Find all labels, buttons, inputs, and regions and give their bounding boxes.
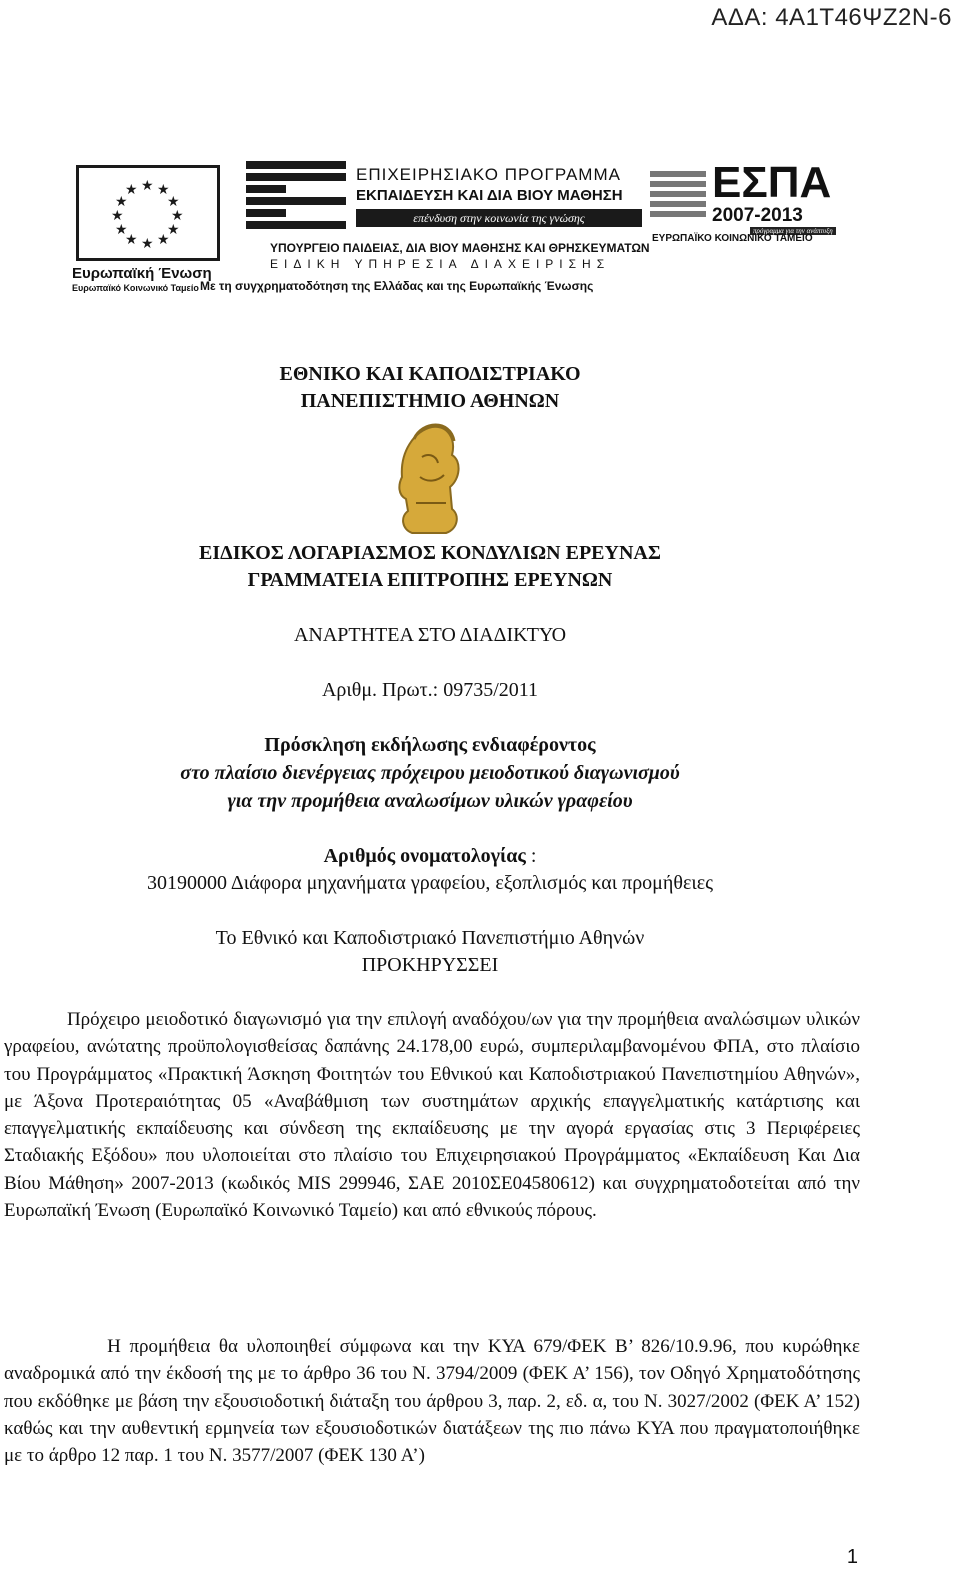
svg-text:★: ★ (141, 236, 154, 252)
management-service: ΕΙΔΙΚΗ ΥΠΗΡΕΣΙΑ ΔΙΑΧΕΙΡΙΣΗΣ (270, 257, 611, 271)
svg-text:★: ★ (157, 232, 170, 248)
announcer-line: Το Εθνικό και Καποδιστριακό Πανεπιστήμιο Αθηνών (215, 927, 645, 949)
nomenclature-heading (0, 844, 860, 868)
research-committee-name: ΓΡΑΜΜΑΤΕΙΑ ΕΠΙΤΡΟΠΗΣ ΕΡΕΥΝΩΝ (247, 569, 613, 591)
svg-text:★: ★ (115, 194, 128, 210)
svg-text:★: ★ (171, 208, 184, 224)
espa-tagline: πρόγραμμα για την ανάπτυξη (750, 227, 836, 235)
page-number: 1 (846, 1546, 858, 1568)
eu-fund-label: Ευρωπαϊκό Κοινωνικό Ταμείο (72, 283, 199, 293)
espa-stripes-icon (650, 171, 706, 221)
eu-flag-icon (76, 165, 220, 261)
espa-logo (646, 158, 842, 261)
protocol-number: Αριθμ. Πρωτ.: 09735/2011 (321, 679, 539, 701)
svg-text:★: ★ (167, 222, 180, 238)
svg-text:★: ★ (125, 232, 138, 248)
document-title-line3: για την προμήθεια αναλωσίμων υλικών γραφείου (227, 790, 633, 812)
svg-text:★: ★ (115, 222, 128, 238)
espa-years: 2007-2013 (712, 205, 803, 226)
programme-slogan: επένδυση στην κοινωνία της γνώσης (356, 209, 642, 227)
nomenclature-separator: : (525, 845, 537, 867)
svg-text:★: ★ (157, 182, 170, 198)
document-title-line1: Πρόσκληση εκδήλωσης ενδιαφέροντος (264, 734, 596, 756)
elke-name: ΕΙΔΙΚΟΣ ΛΟΓΑΡΙΑΣΜΟΣ ΚΟΝΔΥΛΙΩΝ ΕΡΕΥΝΑΣ (199, 542, 661, 564)
post-online-note: ΑΝΑΡΤΗΤΕΑ ΣΤΟ ΔΙΑΔΙΚΤΥΟ (293, 624, 567, 646)
programme-stripes-icon (246, 161, 346, 235)
programme-name: ΕΚΠΑΙΔΕΥΣΗ ΚΑΙ ΔΙΑ ΒΙΟΥ ΜΑΘΗΣΗ (356, 187, 623, 204)
nomenclature-label: Αριθμός ονοματολογίας (323, 845, 526, 867)
svg-text:★: ★ (125, 182, 138, 198)
document-title-line2: στο πλαίσιο διενέργειας πρόχειρου μειοδοτικού διαγωνισμού (180, 762, 680, 784)
university-emblem-icon (392, 417, 470, 537)
university-name-line1: ΕΘΝΙΚΟ ΚΑΙ ΚΑΠΟΔΙΣΤΡΙΑΚΟ (279, 363, 581, 385)
operational-programme-logo (200, 153, 670, 303)
eu-label: Ευρωπαϊκή Ένωση (72, 265, 212, 282)
espa-title: ΕΣΠΑ (712, 158, 832, 207)
svg-text:★: ★ (141, 178, 154, 194)
funding-logos-banner (20, 143, 844, 303)
body-paragraph-2: Η προμήθεια θα υλοποιηθεί σύμφωνα και την ΚΥΑ 679/ΦΕΚ Β’ 826/10.9.96, που κυρώθηκε αναδρομικά από την έκδοσή της με το άρθρο 36 του Ν. 3794/2009 (ΦΕΚ Α’ 156), τον Οδηγό Χρηματοδότησης που εκδόθηκε με βάση την εξουσιοδοτική διάταξη του άρθρου 3, παρ. 2, εδ. α, του Ν. 3027/2002 (ΦΕΚ Α’ 152) καθώς και την αυθεντική ερμηνεία των εξουσιοδοτικών διατάξεων της πιο πάνω ΚΥΑ που πραγματοποιήθηκε με το άρθρο 12 παρ. 1 του Ν. 3577/2007 (ΦΕΚ 130 Α’) (4, 1336, 860, 1467)
eu-logo (52, 161, 220, 311)
university-name-line2: ΠΑΝΕΠΙΣΤΗΜΙΟ ΑΘΗΝΩΝ (300, 390, 560, 412)
svg-text:★: ★ (111, 208, 124, 224)
body-paragraph-1: Πρόχειρο μειοδοτικό διαγωνισμό για την επιλογή αναδόχου/ων για την προμήθεια αναλώσιμων υλικών γραφείου, ανώτατης προϋπολογισθείσας δαπάνης 24.178,00 ευρώ, συμπεριλαμβανομένου ΦΠΑ, στο πλαίσιο του Προγράμματος «Πρακτική Άσκηση Φοιτητών του Εθνικού και Καποδιστριακού Πανεπιστημίου Αθηνών», με Άξονα Προτεραιότητας 05 «Αναβάθμιση των συστημάτων αρχικής επαγγελματικής κατάρτισης και επαγγελματικής εκπαίδευσης και σύνδεση της εκπαίδευσης με την αγορά εργασίας στις 3 Περιφέρειες Σταδιακής Εξόδου» που υλοποιείται στο πλαίσιο του Επιχειρησιακού Προγράμματος «Εκπαίδευση Και Δια Βίου Μάθηση» 2007-2013 (κωδικός MIS 299946, ΣΑΕ 2010ΣΕ04580612) και συγχρηματοδοτείται από την Ευρωπαϊκή Ένωση (Ευρωπαϊκό Κοινωνικό Ταμείο) και από εθνικούς πόρους. (4, 1009, 860, 1222)
nomenclature-value: 30190000 Διάφορα μηχανήματα γραφείου, εξοπλισμός και προμήθειες (146, 872, 714, 894)
proclaims-line: ΠΡΟΚΗΡΥΣΣΕΙ (361, 954, 499, 976)
ministry-name: ΥΠΟΥΡΓΕΙΟ ΠΑΙΔΕΙΑΣ, ΔΙΑ ΒΙΟΥ ΜΑΘΗΣΗΣ ΚΑΙ ΘΡΗΣΚΕΥΜΑΤΩΝ (270, 241, 650, 255)
svg-text:★: ★ (167, 194, 180, 210)
espa-fund: ΕΥΡΩΠΑΪΚΟ ΚΟΙΝΩΝΙΚΟ ΤΑΜΕΙΟ (652, 233, 813, 244)
cofunding-note: Με τη συγχρηματοδότηση της Ελλάδας και της Ευρωπαϊκής Ένωσης (200, 279, 594, 293)
ada-code: ΑΔΑ: 4Α1Τ46ΨΖ2Ν-6 (711, 4, 952, 31)
programme-title: ΕΠΙΧΕΙΡΗΣΙΑΚΟ ΠΡΟΓΡΑΜΜΑ (356, 165, 621, 184)
